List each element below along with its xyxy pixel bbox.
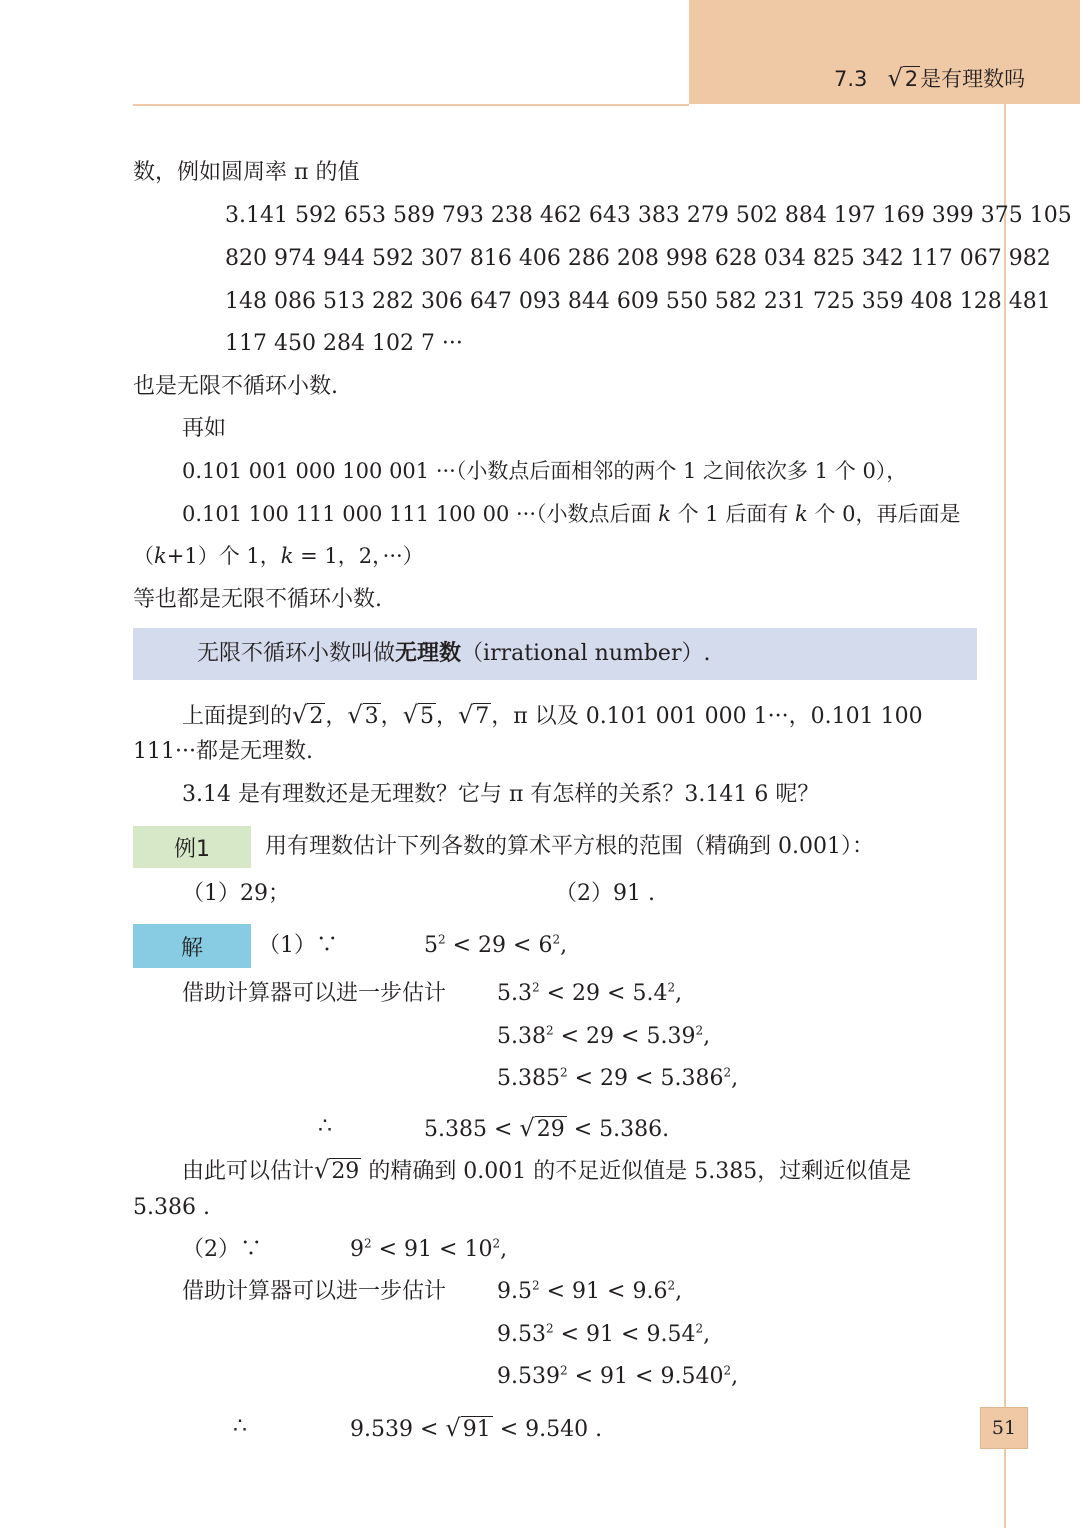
- example-decimal-2: 0.101 100 111 000 111 100 00 ···（小数点后面 k 个 1 后面有 k 个 0，再后面是: [182, 502, 961, 526]
- example-decimal-1: 0.101 001 000 100 001 ···（小数点后面相邻的两个 1 之间依次多 1 个 0），: [182, 459, 908, 483]
- section-sqrt: √2: [887, 64, 919, 92]
- page-number: 51: [980, 1407, 1028, 1449]
- mentioned-line-1: 上面提到的√2，√3，√5，√7，π 以及 0.101 001 000 1···，0.101 100: [182, 701, 923, 729]
- p1-estimate-label: 借助计算器可以进一步估计: [182, 981, 447, 1006]
- example-decimal-2-cont: （k+1）个 1，k = 1，2，···）: [133, 544, 424, 568]
- sqrt-icon: √: [445, 1414, 461, 1442]
- section-number: 7.3: [834, 67, 868, 91]
- header-rule: [133, 104, 689, 106]
- sqrt-29: √29: [519, 1114, 565, 1142]
- sqrt-icon: √: [292, 701, 308, 729]
- pi-digits-line-2: 820 974 944 592 307 816 406 286 208 998 628 034 825 342 117 067 982: [225, 246, 1051, 271]
- definition-text: 无限不循环小数叫做无理数（irrational number）.: [197, 641, 711, 666]
- sqrt-2: √2: [292, 701, 324, 729]
- solution-tag: 解: [133, 924, 251, 968]
- p1-ineq-3: $5.385^2 < 29 < 5.386^2$,: [497, 1065, 739, 1091]
- sqrt-icon: √: [887, 64, 903, 92]
- sqrt-29: √29: [314, 1156, 360, 1184]
- p2-estimate-label: 借助计算器可以进一步估计: [182, 1279, 447, 1304]
- sqrt-7: √7: [457, 701, 490, 729]
- section-title-text: 是有理数吗: [920, 67, 1026, 91]
- p1-ineq-1: $5.3^2 < 29 < 5.4^2$,: [497, 980, 683, 1006]
- p2-conclusion: 9.539 < √91 < 9.540 .: [350, 1414, 603, 1442]
- p1-therefore: ∴: [318, 1114, 332, 1139]
- margin-rule: [1004, 104, 1006, 1528]
- pi-digits-line-1: 3.141 592 653 589 793 238 462 643 383 279 502 884 197 169 399 375 105: [225, 203, 1072, 228]
- definition-term: 无理数: [395, 641, 462, 666]
- p1-summary-line-2: 5.386 .: [133, 1195, 210, 1220]
- part2-label: （2）∵: [182, 1237, 262, 1262]
- sqrt-icon: √: [519, 1114, 535, 1142]
- p1-ineq-0: $5^2 < 29 < 6^2$,: [424, 932, 568, 958]
- example-item-1: （1）29；: [182, 881, 290, 906]
- pi-intro: 数，例如圆周率 π 的值: [133, 160, 360, 185]
- part1-label: （1）∵: [258, 933, 338, 958]
- sqrt-icon: √: [314, 1156, 330, 1184]
- again-line: 再如: [182, 416, 227, 441]
- sqrt-icon: √: [347, 701, 363, 729]
- sqrt-5: √5: [402, 701, 434, 729]
- sqrt-3: √3: [347, 701, 379, 729]
- p2-ineq-3: $9.539^2 < 91 < 9.540^2$,: [497, 1363, 739, 1389]
- example-item-2: （2）91 .: [555, 881, 655, 906]
- sqrt-icon: √: [402, 701, 418, 729]
- example-prompt: 用有理数估计下列各数的算术平方根的范围（精确到 0.001）：: [265, 834, 874, 859]
- p2-ineq-1: $9.5^2 < 91 < 9.6^2$,: [497, 1278, 683, 1304]
- sqrt-91: √91: [445, 1414, 491, 1442]
- p1-summary: 由此可以估计√29 的精确到 0.001 的不足近似值是 5.385，过剩近似值是: [182, 1156, 912, 1184]
- question-line: 3.14 是有理数还是无理数？它与 π 有怎样的关系？3.141 6 呢？: [182, 782, 820, 807]
- sqrt-icon: √: [457, 701, 474, 729]
- p2-ineq-0: $9^2 < 91 < 10^2$,: [350, 1236, 508, 1262]
- example-tag: 例1: [133, 826, 251, 868]
- etc-line: 等也都是无限不循环小数.: [133, 587, 382, 612]
- p1-conclusion: 5.385 < √29 < 5.386.: [424, 1114, 670, 1142]
- section-title: [834, 66, 1025, 90]
- p1-ineq-2: $5.38^2 < 29 < 5.39^2$,: [497, 1023, 711, 1049]
- also-irrational-line: 也是无限不循环小数.: [133, 374, 338, 399]
- mentioned-line-2: 111···都是无理数.: [133, 739, 313, 764]
- pi-digits-line-3: 148 086 513 282 306 647 093 844 609 550 582 231 725 359 408 128 481: [225, 289, 1051, 314]
- p2-ineq-2: $9.53^2 < 91 < 9.54^2$,: [497, 1321, 711, 1347]
- pi-digits-line-4: 117 450 284 102 7 ···: [225, 331, 463, 356]
- p2-therefore: ∴: [233, 1414, 247, 1439]
